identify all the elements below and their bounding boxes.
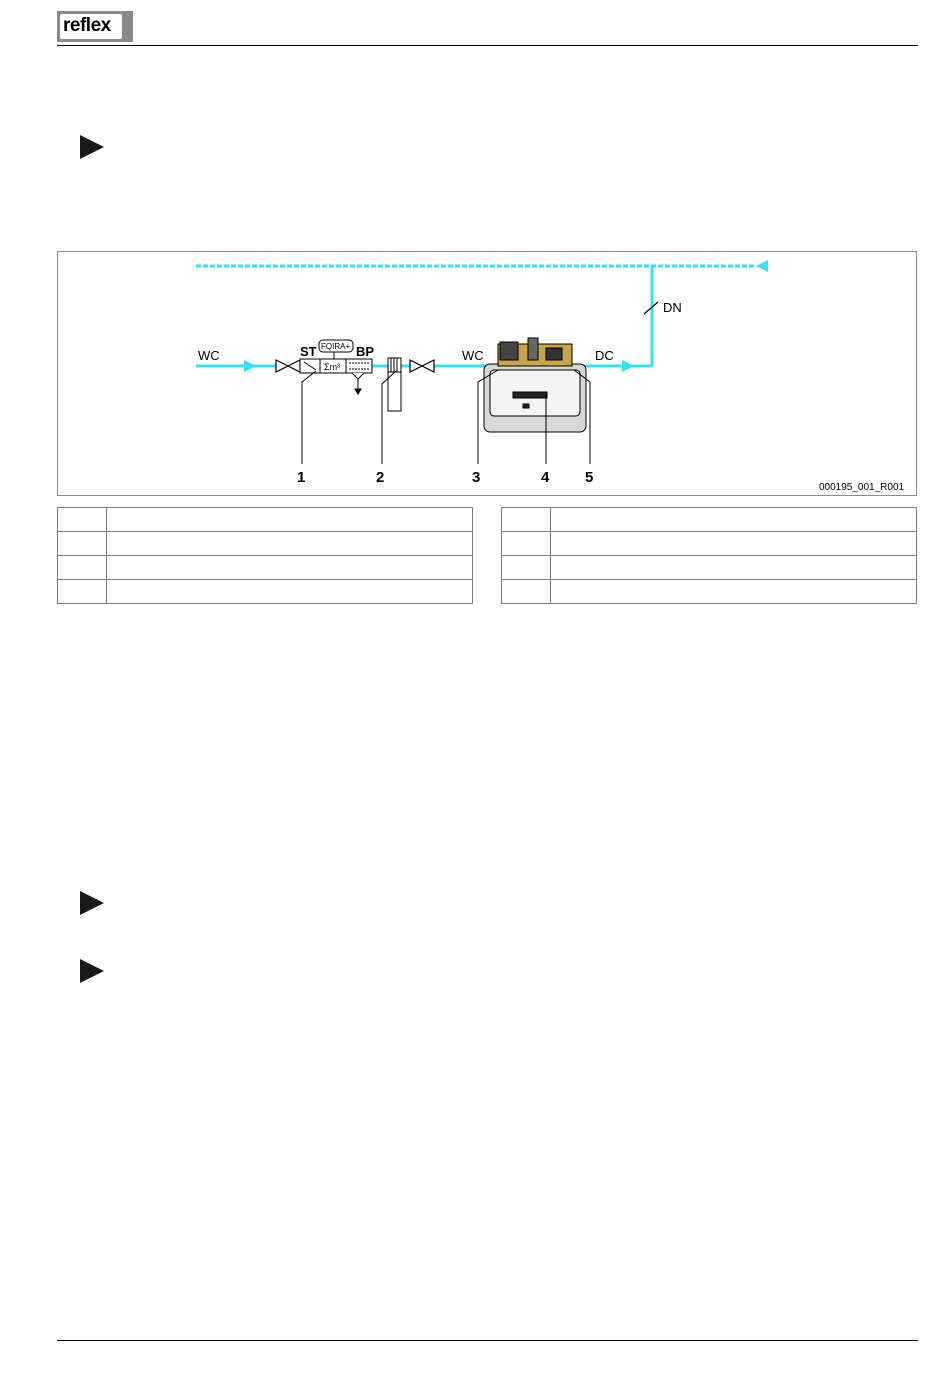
table-row bbox=[58, 556, 473, 580]
instruction-arrow-icon bbox=[80, 959, 104, 983]
return-arrow-icon bbox=[756, 260, 768, 272]
footer-rule bbox=[57, 1340, 918, 1341]
callout-4: 4 bbox=[541, 469, 550, 486]
label-wc-out: WC bbox=[462, 348, 484, 363]
reflex-logo bbox=[57, 11, 133, 42]
label-st: ST bbox=[300, 344, 317, 359]
label-fqira: FQIRA+ bbox=[321, 342, 351, 351]
logo-text: reflex bbox=[63, 15, 111, 36]
shutoff-valve-icon bbox=[410, 360, 434, 372]
filter-cartridge-icon bbox=[388, 358, 401, 411]
table-row bbox=[58, 508, 473, 532]
table-row bbox=[502, 532, 917, 556]
callout-3: 3 bbox=[472, 469, 481, 486]
table-row bbox=[58, 532, 473, 556]
label-sum-m3: Σm³ bbox=[324, 362, 341, 372]
table-row bbox=[58, 580, 473, 604]
figure-id: 000195_001_R001 bbox=[819, 482, 905, 493]
header-rule bbox=[57, 45, 918, 46]
table-row bbox=[502, 556, 917, 580]
label-dc: DC bbox=[595, 348, 614, 363]
label-bp: BP bbox=[356, 344, 375, 359]
softening-unit bbox=[484, 338, 586, 432]
callout-1: 1 bbox=[297, 469, 306, 486]
callout-5: 5 bbox=[585, 469, 594, 486]
flow-arrow-icon bbox=[622, 360, 634, 372]
installation-schematic bbox=[57, 251, 917, 496]
label-dn: DN bbox=[663, 300, 682, 315]
label-wc-in: WC bbox=[198, 348, 220, 363]
flow-arrow-icon bbox=[244, 360, 256, 372]
table-row bbox=[502, 580, 917, 604]
table-row bbox=[502, 508, 917, 532]
shutoff-valve-icon bbox=[276, 360, 300, 372]
callout-2: 2 bbox=[376, 469, 385, 486]
legend-table-right bbox=[501, 507, 917, 604]
instruction-arrow-icon bbox=[80, 135, 104, 159]
legend-table-left bbox=[57, 507, 473, 604]
instruction-arrow-icon bbox=[80, 891, 104, 915]
